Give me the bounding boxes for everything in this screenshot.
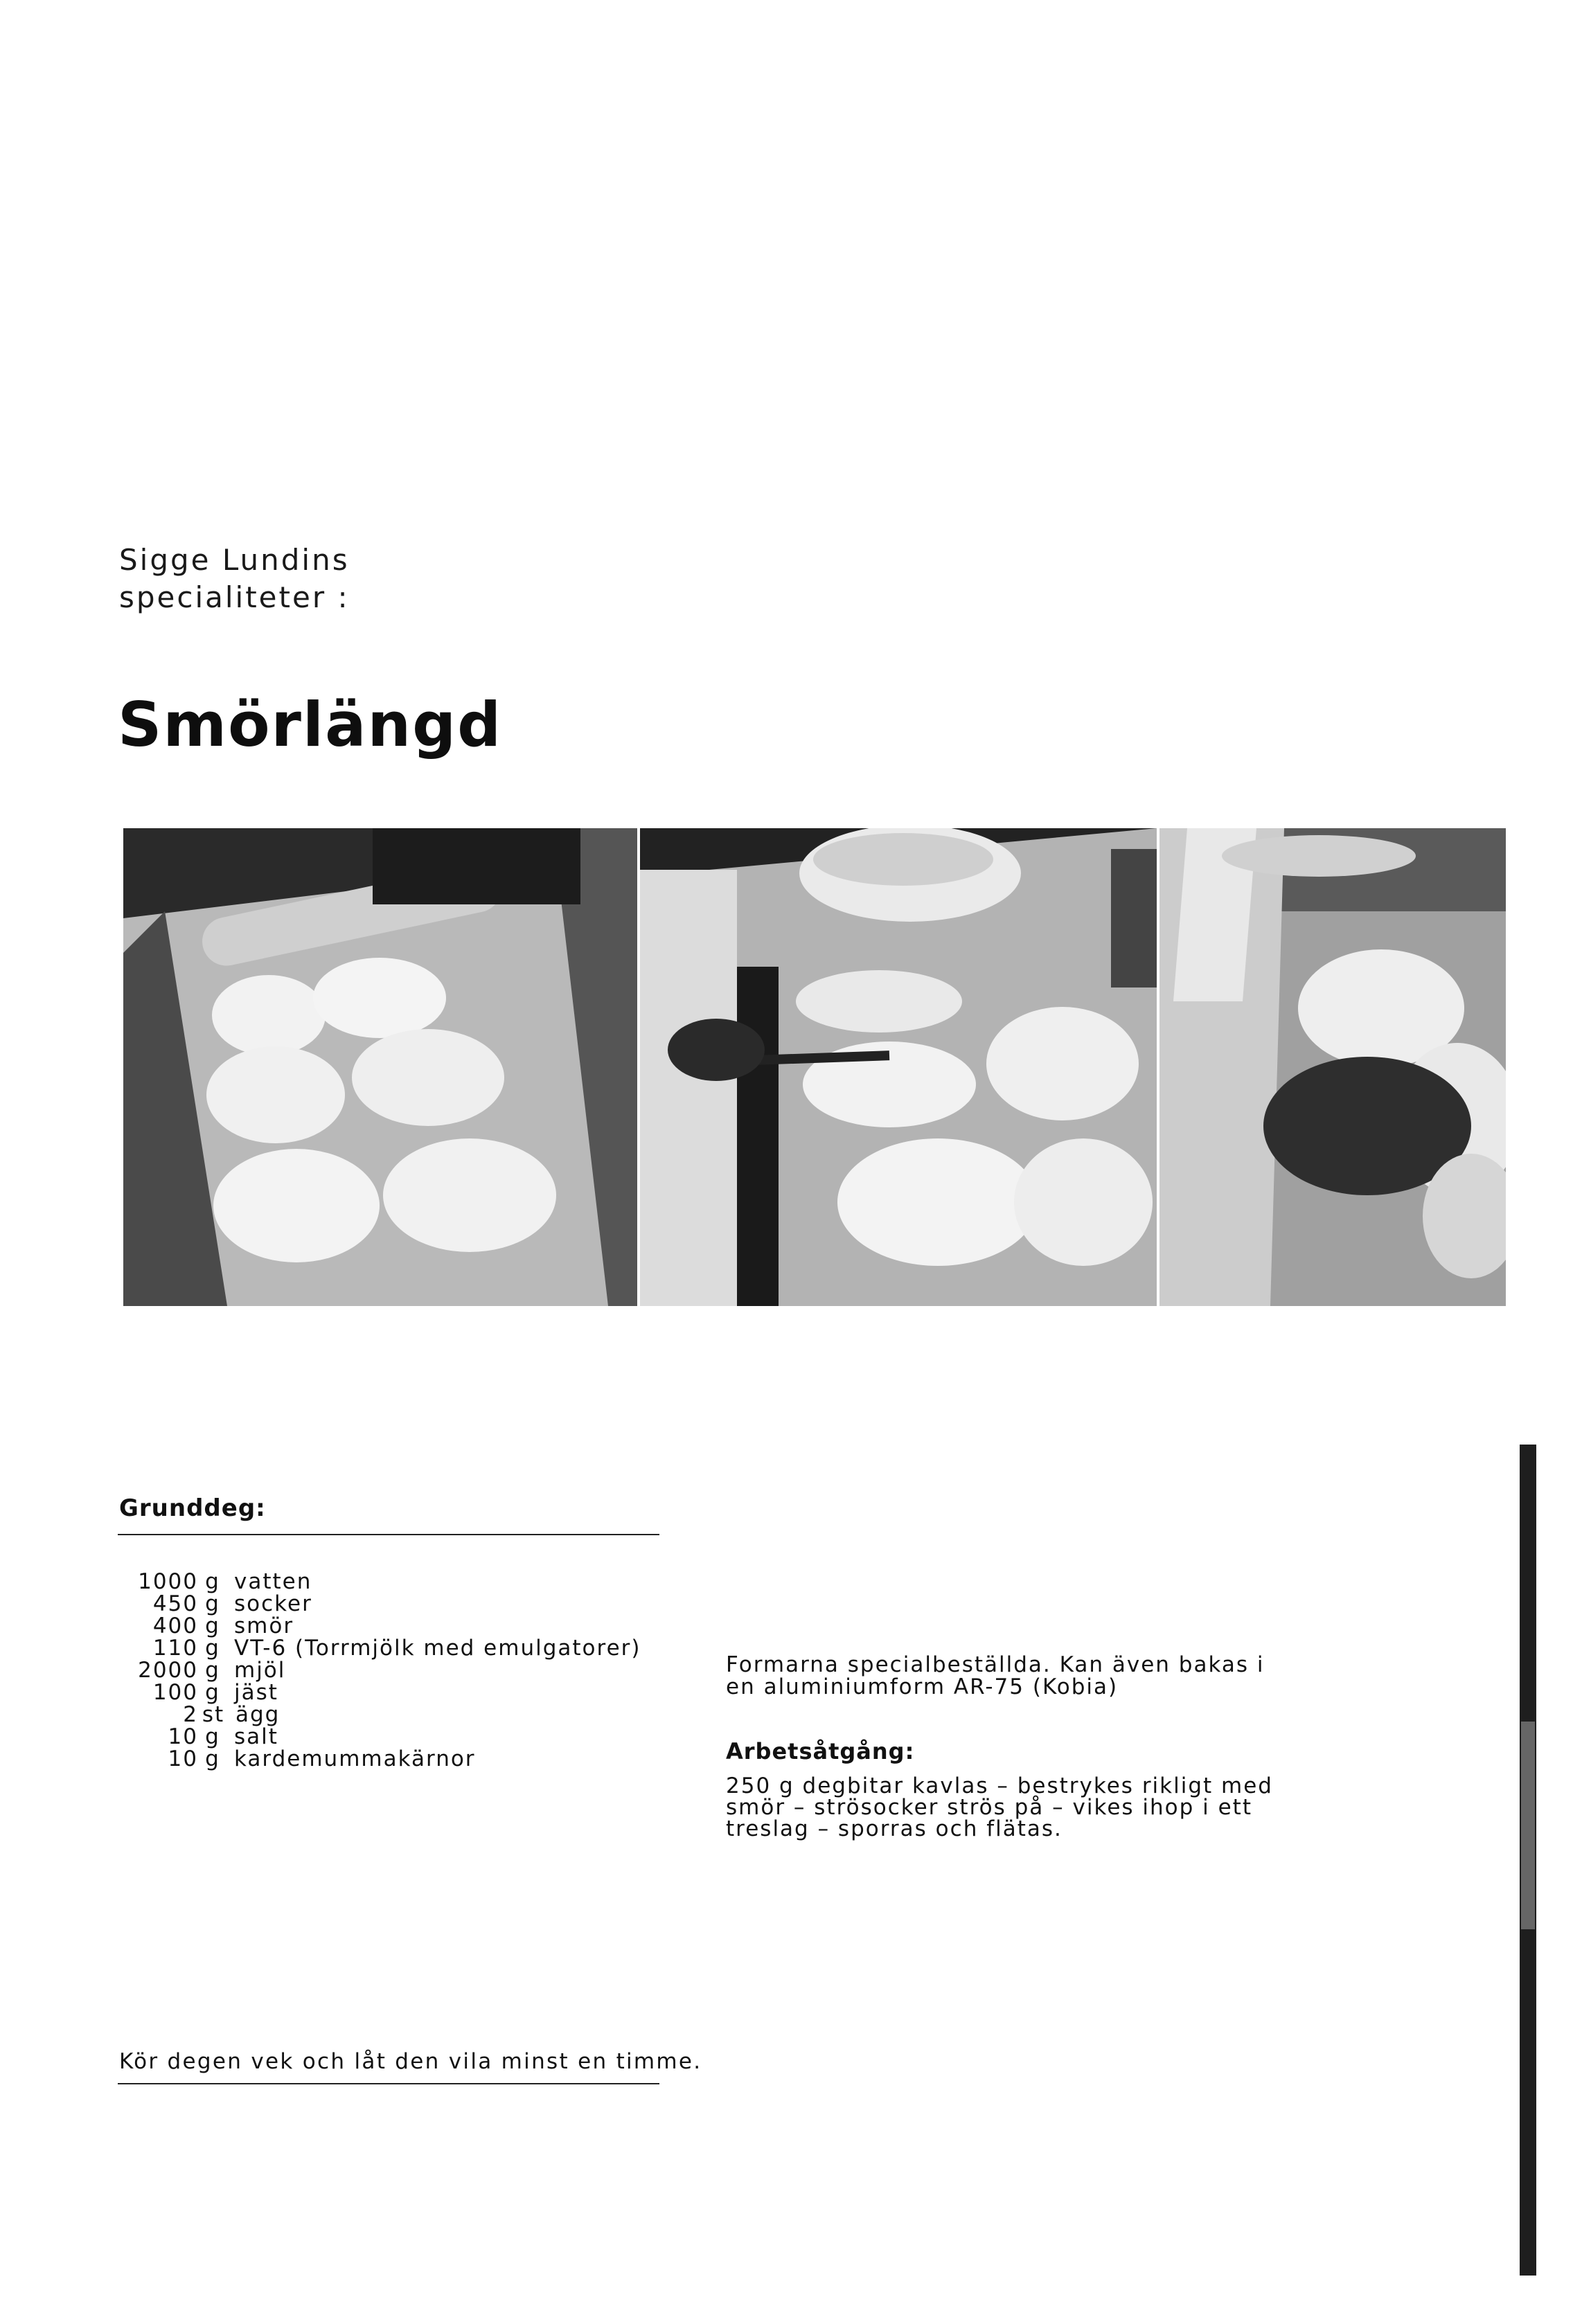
ingredient-name: jäst — [234, 1680, 278, 1705]
ingredient-name: socker — [234, 1591, 312, 1616]
photo-dough-folding — [1159, 828, 1506, 1306]
list-item — [119, 1659, 641, 1681]
list-item — [119, 1748, 641, 1770]
recipe-title: Smörlängd — [118, 689, 503, 760]
ingredient-qty: 2 — [183, 1702, 198, 1727]
list-item — [119, 1615, 641, 1637]
photo-dough-buttering — [640, 828, 1157, 1306]
kneading-instruction: Kör degen vek och låt den vila minst en timme. — [119, 2049, 702, 2074]
intro-line-2: specialiteter : — [119, 580, 350, 614]
list-item — [119, 1681, 641, 1704]
arbetsgang-line-3: treslag – sporras och flätas. — [726, 1816, 1063, 1841]
divider-top — [118, 1534, 659, 1535]
ingredient-list — [119, 1571, 641, 1770]
page-edge-strip — [1517, 1445, 1539, 2276]
photo-dough-folding-icon — [1159, 828, 1506, 1306]
photo-dough-buttering-icon — [640, 828, 1157, 1306]
ingredient-name: vatten — [234, 1569, 312, 1594]
ingredient-name: smör — [234, 1614, 294, 1638]
photo-dough-rolling-icon — [123, 828, 637, 1306]
grunddeg-heading: Grunddeg: — [119, 1494, 266, 1522]
ingredient-qty: 110 — [152, 1636, 198, 1661]
forms-note-line-2: en aluminiumform AR-75 (Kobia) — [726, 1674, 1119, 1699]
ingredient-unit: g — [205, 1636, 220, 1661]
ingredient-name: kardemummakärnor — [234, 1746, 476, 1771]
arbetsgang-heading: Arbetsåtgång: — [726, 1738, 915, 1764]
ingredient-unit: g — [205, 1658, 220, 1683]
intro-line-1: Sigge Lundins — [119, 543, 350, 577]
ingredient-qty: 10 — [168, 1746, 198, 1771]
ingredient-unit: st — [202, 1702, 225, 1727]
list-item — [119, 1704, 641, 1726]
ingredient-unit: g — [205, 1614, 220, 1638]
ingredient-name: ägg — [235, 1702, 281, 1727]
ingredient-qty: 2000 — [138, 1658, 198, 1683]
arbetsgang-text — [726, 1773, 1273, 1841]
list-item — [119, 1571, 641, 1593]
ingredient-unit: g — [205, 1591, 220, 1616]
list-item — [119, 1593, 641, 1615]
ingredient-name: mjöl — [234, 1658, 286, 1683]
ingredient-qty: 10 — [168, 1724, 198, 1749]
photo-dough-rolling — [123, 828, 637, 1306]
ingredient-qty: 400 — [152, 1614, 198, 1638]
list-item — [119, 1637, 641, 1659]
divider-bottom — [118, 2083, 659, 2084]
forms-note-line-1: Formarna specialbeställda. Kan även bakas i — [726, 1652, 1265, 1677]
ingredient-qty: 1000 — [138, 1569, 198, 1594]
ingredient-name: VT-6 (Torrmjölk med emulgatorer) — [234, 1636, 641, 1661]
arbetsgang-line-1: 250 g degbitar kavlas – bestrykes rikligt med — [726, 1773, 1273, 1798]
page-edge-strip-icon — [1517, 1445, 1539, 2276]
ingredient-name: salt — [234, 1724, 278, 1749]
ingredient-qty: 100 — [152, 1680, 198, 1705]
ingredient-qty: 450 — [152, 1591, 198, 1616]
ingredient-unit: g — [205, 1724, 220, 1749]
arbetsgang-line-2: smör – strösocker strös på – vikes ihop i ett — [726, 1795, 1252, 1820]
ingredient-unit: g — [205, 1746, 220, 1771]
list-item — [119, 1726, 641, 1748]
author-intro — [119, 542, 350, 616]
ingredient-unit: g — [205, 1680, 220, 1705]
forms-note — [726, 1654, 1273, 1698]
ingredient-unit: g — [205, 1569, 220, 1594]
